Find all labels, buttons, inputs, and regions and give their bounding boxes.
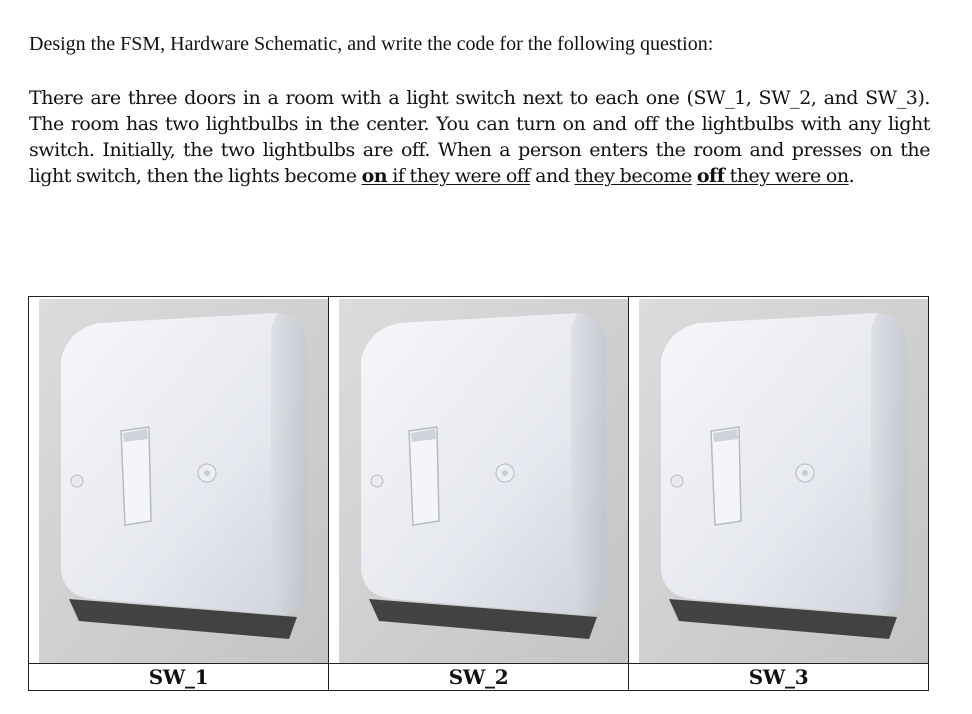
caption-row bbox=[29, 664, 929, 691]
paragraph-intro: There are three doors in a room with a light switch next to each one (SW_1, SW_2, and SW_3). The room has two lightbulbs in the center. You can turn on and off the lightbulbs with any light switch. Initially, the two lightbulbs are off. When a person enters the room and presses on the light switch, then the lights become bbox=[29, 87, 930, 187]
switch-label-2: SW_2 bbox=[329, 664, 629, 691]
question-paragraph: There are three doors in a room with a light switch next to each one (SW_1, SW_2, and SW_3). The room has two lightbulbs in the center. You can turn on and off the lightbulbs with any light switch. Initially, the two lightbulbs are off. When a person enters the room and presses on the light switch, then the lights become on if they were off and they become off they were on. bbox=[29, 87, 930, 187]
switch-table bbox=[28, 296, 929, 691]
switch-photo-cell-2 bbox=[329, 297, 629, 664]
light-switch-photo-3 bbox=[639, 299, 928, 663]
switch-photo-cell-3 bbox=[629, 297, 929, 664]
switch-label-1: SW_1 bbox=[29, 664, 329, 691]
bold-on: on bbox=[361, 165, 388, 187]
bold-off: off bbox=[696, 165, 725, 187]
question-heading: Design the FSM, Hardware Schematic, and write the code for the following question: bbox=[29, 33, 714, 55]
light-switch-photo-1 bbox=[39, 299, 328, 663]
switch-label-3: SW_3 bbox=[629, 664, 929, 691]
photo-row bbox=[29, 297, 929, 664]
underlined-on-if-off: on if they were off bbox=[361, 165, 530, 187]
underlined-off-they-were-on: off they were on bbox=[696, 165, 849, 187]
light-switch-photo-2 bbox=[339, 299, 628, 663]
underlined-they-become: they become bbox=[574, 165, 692, 187]
switch-photo-cell-1 bbox=[29, 297, 329, 664]
